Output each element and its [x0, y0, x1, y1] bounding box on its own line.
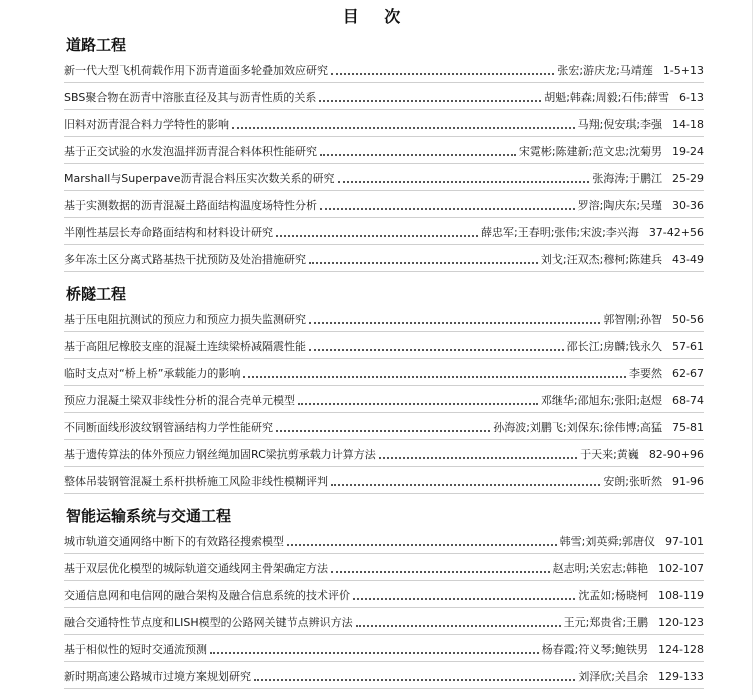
entry-title: 临时支点对“桥上桥”承载能力的影响 — [64, 367, 241, 380]
toc-entry[interactable] — [64, 446, 704, 462]
dot-leader — [331, 484, 600, 486]
toc-entry[interactable] — [64, 419, 704, 435]
entry-pages: 43-49 — [672, 253, 704, 266]
row-divider — [64, 439, 704, 440]
row-divider — [64, 466, 704, 467]
toc-entry[interactable] — [64, 587, 704, 603]
row-divider — [64, 412, 704, 413]
toc-entry[interactable] — [64, 641, 704, 657]
row-divider — [64, 493, 704, 494]
entry-pages: 82-90+96 — [648, 448, 704, 461]
entry-authors: 张宏;游庆龙;马靖莲 — [557, 64, 653, 77]
toc-entry[interactable] — [64, 197, 704, 213]
entry-title: 城市轨道交通网络中断下的有效路径搜索模型 — [64, 535, 284, 548]
entry-pages: 68-74 — [672, 394, 704, 407]
entry-authors: 韩雪;刘英舜;郭唐仪 — [559, 535, 656, 548]
row-divider — [64, 358, 704, 359]
row-divider — [64, 163, 704, 164]
dot-leader — [309, 322, 600, 324]
entry-pages: 1-5+13 — [662, 64, 704, 77]
entry-authors: 张海涛;于鹏江 — [592, 172, 663, 185]
row-divider — [64, 331, 704, 332]
dot-leader — [338, 181, 590, 183]
entry-title: 预应力混凝土梁双非线性分析的混合壳单元模型 — [64, 394, 295, 407]
section-heading: 桥隧工程 — [66, 285, 127, 303]
entry-title: 新时期高速公路城市过境方案规划研究 — [64, 670, 251, 683]
row-divider — [64, 634, 704, 635]
dot-leader — [309, 349, 564, 351]
toc-entry[interactable] — [64, 338, 704, 354]
dot-leader — [320, 208, 575, 210]
entry-authors: 宋霓彬;陈建新;范文忠;沈菊男 — [518, 145, 663, 158]
entry-authors: 胡魁;韩森;周毅;石伟;薛雪 — [544, 91, 670, 104]
entry-pages: 19-24 — [672, 145, 704, 158]
toc-entry[interactable] — [64, 392, 704, 408]
row-divider — [64, 82, 704, 83]
entry-title: 基于高阻尼橡胶支座的混凝土连续梁桥减隔震性能 — [64, 340, 306, 353]
entry-title: 基于相似性的短时交通流预测 — [64, 643, 207, 656]
entry-title: 基于正交试验的水发泡温拌沥青混合料体积性能研究 — [64, 145, 317, 158]
toc-entry[interactable] — [64, 533, 704, 549]
row-divider — [64, 109, 704, 110]
row-divider — [64, 580, 704, 581]
entry-title: 基于双层优化模型的城际轨道交通线网主骨架确定方法 — [64, 562, 328, 575]
entry-title: 旧料对沥青混合料力学特性的影响 — [64, 118, 229, 131]
entry-pages: 75-81 — [672, 421, 704, 434]
dot-leader — [309, 262, 538, 264]
row-divider — [64, 607, 704, 608]
entry-title: 多年冻土区分离式路基热干扰预防及处治措施研究 — [64, 253, 306, 266]
row-divider — [64, 553, 704, 554]
toc-entry[interactable] — [64, 614, 704, 630]
entry-pages: 37-42+56 — [648, 226, 704, 239]
entry-authors: 罗溶;陶庆东;吴瑾 — [577, 199, 663, 212]
dot-leader — [331, 571, 550, 573]
toc-entry[interactable] — [64, 668, 704, 684]
dot-leader — [356, 625, 561, 627]
toc-entry[interactable] — [64, 170, 704, 186]
entry-authors: 孙海波;刘鹏飞;刘保东;徐伟博;高猛 — [493, 421, 663, 434]
entry-authors: 郭智刚;孙智 — [603, 313, 663, 326]
entry-authors: 杨春霞;符义琴;鲍铁男 — [541, 643, 649, 656]
section-heading: 智能运输系统与交通工程 — [66, 507, 232, 525]
entry-authors: 李要然 — [629, 367, 663, 380]
toc-entry[interactable] — [64, 251, 704, 267]
entry-title: 交通信息网和电信网的融合架构及融合信息系统的技术评价 — [64, 589, 350, 602]
entry-pages: 120-123 — [658, 616, 704, 629]
toc-entry[interactable] — [64, 143, 704, 159]
entry-authors: 安朗;张昕然 — [603, 475, 663, 488]
entry-title: 不同断面线形波纹钢管涵结构力学性能研究 — [64, 421, 273, 434]
toc-entry[interactable] — [64, 224, 704, 240]
row-divider — [64, 688, 704, 689]
entry-title: 半刚性基层长寿命路面结构和材料设计研究 — [64, 226, 273, 239]
entry-authors: 王元;郑贵省;王鹏 — [563, 616, 649, 629]
entry-authors: 刘泽欣;关昌余 — [578, 670, 649, 683]
dot-leader — [210, 652, 539, 654]
entry-pages: 25-29 — [672, 172, 704, 185]
row-divider — [64, 190, 704, 191]
entry-pages: 6-13 — [679, 91, 704, 104]
row-divider — [64, 385, 704, 386]
entry-title: 整体吊装钢管混凝土系杆拱桥施工风险非线性模糊评判 — [64, 475, 328, 488]
entry-authors: 刘戈;汪双杰;穆柯;陈建兵 — [540, 253, 663, 266]
row-divider — [64, 217, 704, 218]
entry-pages: 50-56 — [672, 313, 704, 326]
entry-pages: 30-36 — [672, 199, 704, 212]
entry-title: 基于遗传算法的体外预应力钢丝绳加固RC梁抗剪承载力计算方法 — [64, 448, 376, 461]
entry-pages: 62-67 — [672, 367, 704, 380]
toc-entry[interactable] — [64, 89, 704, 105]
row-divider — [64, 271, 704, 272]
entry-title: 基于实测数据的沥青混凝土路面结构温度场特性分析 — [64, 199, 317, 212]
page-title: 目 次 — [342, 7, 411, 26]
toc-entry[interactable] — [64, 311, 704, 327]
entry-authors: 沈孟如;杨晓柯 — [578, 589, 649, 602]
dot-leader — [276, 430, 490, 432]
entry-pages: 102-107 — [658, 562, 704, 575]
toc-entry[interactable] — [64, 365, 704, 381]
entry-authors: 赵志明;关宏志;韩艳 — [552, 562, 649, 575]
dot-leader — [353, 598, 575, 600]
entry-pages: 129-133 — [658, 670, 704, 683]
row-divider — [64, 136, 704, 137]
entry-title: 基于压电阻抗测试的预应力和预应力损失监测研究 — [64, 313, 306, 326]
entry-title: 融合交通特性节点度和LISH模型的公路网关键节点辨识方法 — [64, 616, 353, 629]
dot-leader — [287, 544, 557, 546]
toc-entry[interactable] — [64, 62, 704, 78]
row-divider — [64, 661, 704, 662]
toc-entry[interactable] — [64, 116, 704, 132]
entry-pages: 124-128 — [658, 643, 704, 656]
section-heading: 道路工程 — [66, 36, 127, 54]
entry-pages: 57-61 — [672, 340, 704, 353]
toc-entry[interactable] — [64, 473, 704, 489]
dot-leader — [232, 127, 575, 129]
entry-authors: 邓继华;邵旭东;张阳;赵煜 — [540, 394, 663, 407]
entry-authors: 邵长江;房麟;钱永久 — [566, 340, 663, 353]
entry-authors: 于天来;黄巍 — [580, 448, 639, 461]
dot-leader — [320, 154, 516, 156]
dot-leader — [379, 457, 577, 459]
toc-entry[interactable] — [64, 560, 704, 576]
dot-leader — [298, 403, 538, 405]
entry-title: 新一代大型飞机荷载作用下沥青道面多轮叠加效应研究 — [64, 64, 328, 77]
entry-title: Marshall与Superpave沥青混合料压实次数关系的研究 — [64, 172, 335, 185]
row-divider — [64, 244, 704, 245]
entry-title: SBS聚合物在沥青中溶胀直径及其与沥青性质的关系 — [64, 91, 317, 104]
dot-leader — [254, 679, 575, 681]
entry-pages: 14-18 — [672, 118, 704, 131]
entry-authors: 马翔;倪安琪;李强 — [577, 118, 663, 131]
dot-leader — [243, 376, 626, 378]
entry-pages: 91-96 — [672, 475, 704, 488]
dot-leader — [331, 73, 554, 75]
dot-leader — [276, 235, 478, 237]
entry-authors: 薛忠军;王春明;张伟;宋波;李兴海 — [480, 226, 639, 239]
entry-pages: 108-119 — [658, 589, 704, 602]
entry-pages: 97-101 — [665, 535, 704, 548]
dot-leader — [319, 100, 541, 102]
